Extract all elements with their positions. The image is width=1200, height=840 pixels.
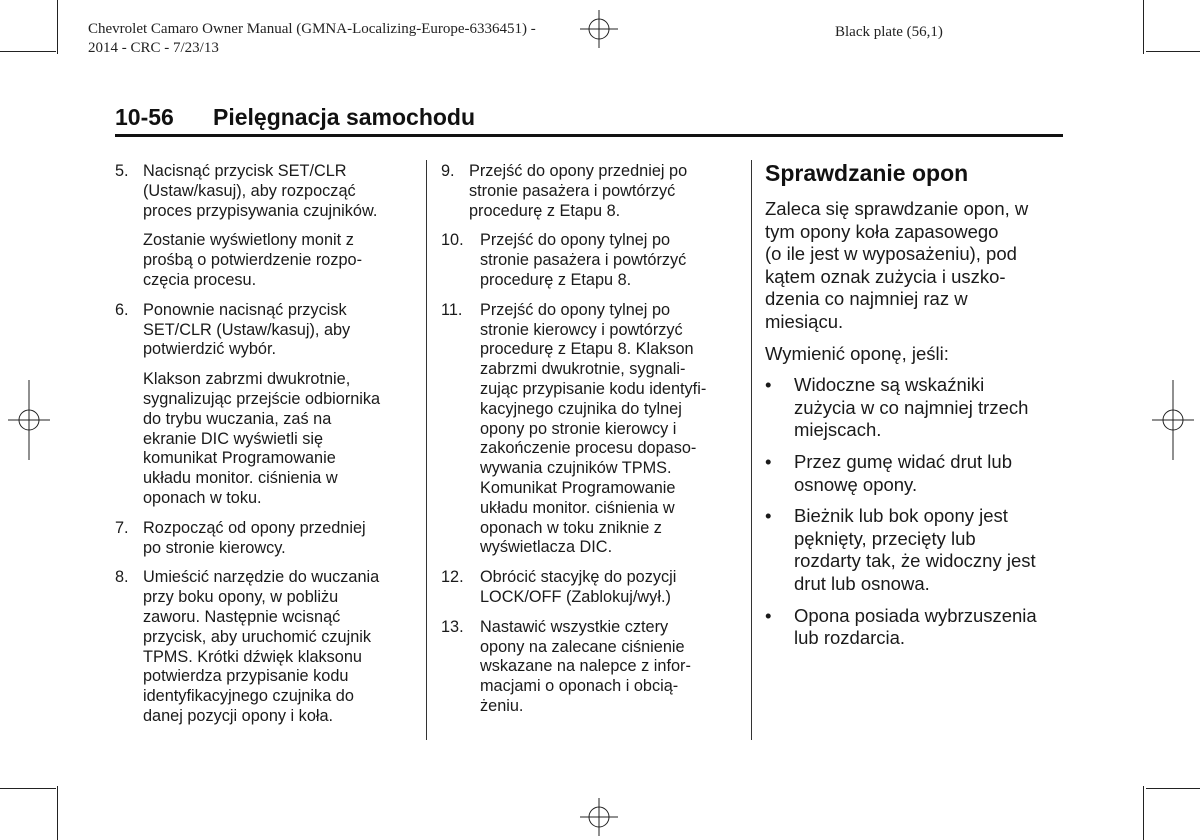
text-line: prośbą o potwierdzenie rozpo-	[143, 251, 363, 270]
bullet-icon: •	[765, 604, 772, 626]
list-item-13	[441, 618, 741, 717]
text-line: Zaleca się sprawdzanie opon, w	[765, 198, 1029, 219]
text-line: potwierdza przypisanie kodu	[143, 667, 349, 686]
text-line: rozdarty tak, że widoczny jest	[794, 550, 1036, 572]
text-line: dzenia co najmniej raz w	[765, 288, 968, 310]
item-number: 11.	[441, 300, 463, 319]
item-text	[143, 568, 415, 726]
text-line: Ponownie nacisnąć przycisk	[143, 300, 347, 319]
text-line: (Ustaw/kasuj), aby rozpocząć	[143, 181, 356, 200]
text-line: wywania czujników TPMS.	[480, 459, 672, 478]
bullet-icon: •	[765, 374, 772, 396]
item-text	[480, 301, 741, 558]
bullet-item	[765, 451, 1065, 496]
text-line: Klakson zabrzmi dwukrotnie,	[143, 370, 351, 389]
registration-mark-bottom-icon	[580, 798, 618, 836]
text-line: opony po stronie kierowcy i	[480, 419, 677, 438]
item-number: 13.	[441, 617, 464, 636]
text-line: ekranie DIC wyświetli się	[143, 429, 324, 448]
crop-mark-top-right-v	[1143, 0, 1144, 54]
text-line: miesiącu.	[765, 310, 844, 332]
text-line: stronie kierowcy i powtórzyć	[480, 320, 683, 339]
print-header-line1: Chevrolet Camaro Owner Manual (GMNA-Localizing-Europe-6336451) -	[88, 21, 536, 37]
list-item-11	[441, 301, 741, 558]
crop-mark-bottom-right-v	[1143, 786, 1144, 840]
text-line: osnowę opony.	[794, 473, 918, 495]
bullet-item	[765, 505, 1065, 595]
list-item-8	[115, 568, 415, 726]
list-item-5	[115, 162, 415, 291]
text-line: zużycia w co najmniej trzech	[794, 396, 1029, 418]
column-3	[765, 160, 1065, 659]
bullet-item	[765, 605, 1065, 650]
text-line: drut lub osnowa.	[794, 572, 930, 594]
text-line: zaworu. Następnie wcisnąć	[143, 607, 341, 626]
item-text	[143, 519, 415, 559]
text-line: sygnalizując przejście odbiornika	[143, 389, 381, 408]
print-header-left	[88, 20, 536, 58]
text-line: LOCK/OFF (Zablokuj/wył.)	[480, 587, 671, 606]
crop-mark-bottom-left-h	[0, 788, 56, 789]
text-line: wskazane na nalepce z infor-	[480, 657, 691, 676]
crop-mark-bottom-right-h	[1146, 788, 1200, 789]
bullet-icon: •	[765, 450, 772, 472]
text-line: identyfikacyjnego czujnika do	[143, 687, 354, 706]
text-line: Opona posiada wybrzuszenia	[794, 604, 1037, 626]
item-number: 12.	[441, 568, 464, 587]
text-line: Umieścić narzędzie do wuczania	[143, 568, 380, 587]
list-item-7	[115, 519, 415, 559]
text-line: tym opony koła zapasowego	[765, 220, 999, 242]
text-line: wyświetlacza DIC.	[480, 538, 613, 557]
column-divider-2	[751, 160, 752, 740]
text-line: kacyjnego czujnika do tylnej	[480, 399, 682, 418]
text-line: Komunikat Programowanie	[480, 478, 676, 497]
text-line: danej pozycji opony i koła.	[143, 706, 334, 725]
text-line: SET/CLR (Ustaw/kasuj), aby	[143, 320, 351, 339]
text-line: żeniu.	[480, 696, 524, 715]
text-line: zakończenie procesu dopaso-	[480, 439, 697, 458]
print-header-line2: 2014 - CRC - 7/23/13	[88, 40, 219, 56]
text-line: procedurę z Etapu 8. Klakson	[480, 340, 694, 359]
text-line: przy boku opony, w pobliżu	[143, 588, 339, 607]
text-line: potwierdzić wybór.	[143, 340, 277, 359]
item-number: 7.	[115, 518, 129, 537]
registration-mark-left-icon	[8, 380, 50, 460]
text-line: Przejść do opony tylnej po	[480, 300, 671, 319]
text-line: TPMS. Krótki dźwięk klaksonu	[143, 647, 362, 666]
text-line: przycisk, aby uruchomić czujnik	[143, 627, 372, 646]
text-line: układu monitor. ciśnienia w	[143, 469, 338, 488]
text-line: częcia procesu.	[143, 270, 257, 289]
text-line: Rozpocząć od opony przedniej	[143, 518, 366, 537]
list-item-9	[441, 162, 741, 221]
item-note	[143, 370, 415, 509]
text-line: Przez gumę widać drut lub	[794, 450, 1012, 472]
intro-paragraph	[765, 198, 1065, 334]
text-line: lub rozdarcia.	[794, 627, 906, 649]
section-heading: Sprawdzanie opon	[765, 160, 969, 186]
text-line: Przejść do opony przedniej po	[469, 162, 688, 180]
text-line: po stronie kierowcy.	[143, 538, 286, 557]
list-item-12	[441, 568, 741, 608]
text-line: kątem oznak zużycia i uszko-	[765, 265, 1006, 287]
item-number: 9.	[441, 162, 455, 180]
column-divider-1	[426, 160, 427, 740]
text-line: proces przypisywania czujników.	[143, 201, 378, 220]
text-line: Przejść do opony tylnej po	[480, 231, 671, 250]
item-number: 10.	[441, 231, 464, 250]
text-line: opony na zalecane ciśnienie	[480, 637, 685, 656]
item-text	[143, 301, 415, 360]
text-line: Zostanie wyświetlony monit z	[143, 231, 354, 250]
text-line: oponach w toku zniknie z	[480, 518, 662, 537]
list-item-10	[441, 231, 741, 290]
crop-mark-bottom-left-v	[57, 786, 58, 840]
crop-mark-top-right-h	[1146, 51, 1200, 52]
text-line: Obrócić stacyjkę do pozycji	[480, 568, 677, 587]
text-line: macjami o oponach i obcią-	[480, 677, 679, 696]
text-line: (o ile jest w wyposażeniu), pod	[765, 243, 1017, 265]
text-line: Nastawić wszystkie cztery	[480, 617, 669, 636]
text-line: Nacisnąć przycisk SET/CLR	[143, 162, 347, 180]
text-line: procedurę z Etapu 8.	[480, 270, 632, 289]
column-2	[441, 162, 741, 727]
section-title: Pielęgnacja samochodu	[213, 104, 476, 130]
running-header	[115, 104, 1063, 137]
column-1	[115, 162, 415, 737]
text-line: zabrzmi dwukrotnie, sygnali-	[480, 360, 686, 379]
item-text	[480, 231, 741, 290]
text-line: procedurę z Etapu 8.	[469, 201, 621, 220]
text-line: miejscach.	[794, 419, 882, 441]
item-number: 8.	[115, 568, 129, 587]
crop-mark-top-left-h	[0, 51, 56, 52]
registration-mark-right-icon	[1152, 380, 1194, 460]
text-line: stronie pasażera i powtórzyć	[480, 251, 687, 270]
item-text	[480, 568, 741, 608]
registration-mark-top-icon	[580, 10, 618, 48]
text-line: Bieżnik lub bok opony jest	[794, 505, 1008, 527]
replace-label: Wymienić oponę, jeśli:	[765, 342, 949, 364]
text-line: komunikat Programowanie	[143, 449, 336, 468]
text-line: układu monitor. ciśnienia w	[480, 498, 675, 517]
item-number: 6.	[115, 300, 129, 319]
item-text	[480, 618, 741, 717]
print-header-plate: Black plate (56,1)	[835, 24, 943, 40]
page-number: 10-56	[115, 104, 174, 130]
text-line: stronie pasażera i powtórzyć	[469, 181, 676, 200]
list-item-6	[115, 301, 415, 509]
bullet-item	[765, 374, 1065, 442]
item-text	[469, 162, 741, 221]
text-line: pęknięty, przecięty lub	[794, 527, 976, 549]
crop-mark-top-left-v	[57, 0, 58, 54]
item-number: 5.	[115, 162, 129, 180]
text-line: zując przypisanie kodu identyfi-	[480, 379, 707, 398]
text-line: Widoczne są wskaźniki	[794, 374, 985, 396]
bullet-icon: •	[765, 505, 772, 527]
item-text	[143, 162, 415, 221]
text-line: do trybu wuczania, zaś na	[143, 409, 332, 428]
item-note	[143, 231, 415, 290]
text-line: oponach w toku.	[143, 488, 262, 507]
